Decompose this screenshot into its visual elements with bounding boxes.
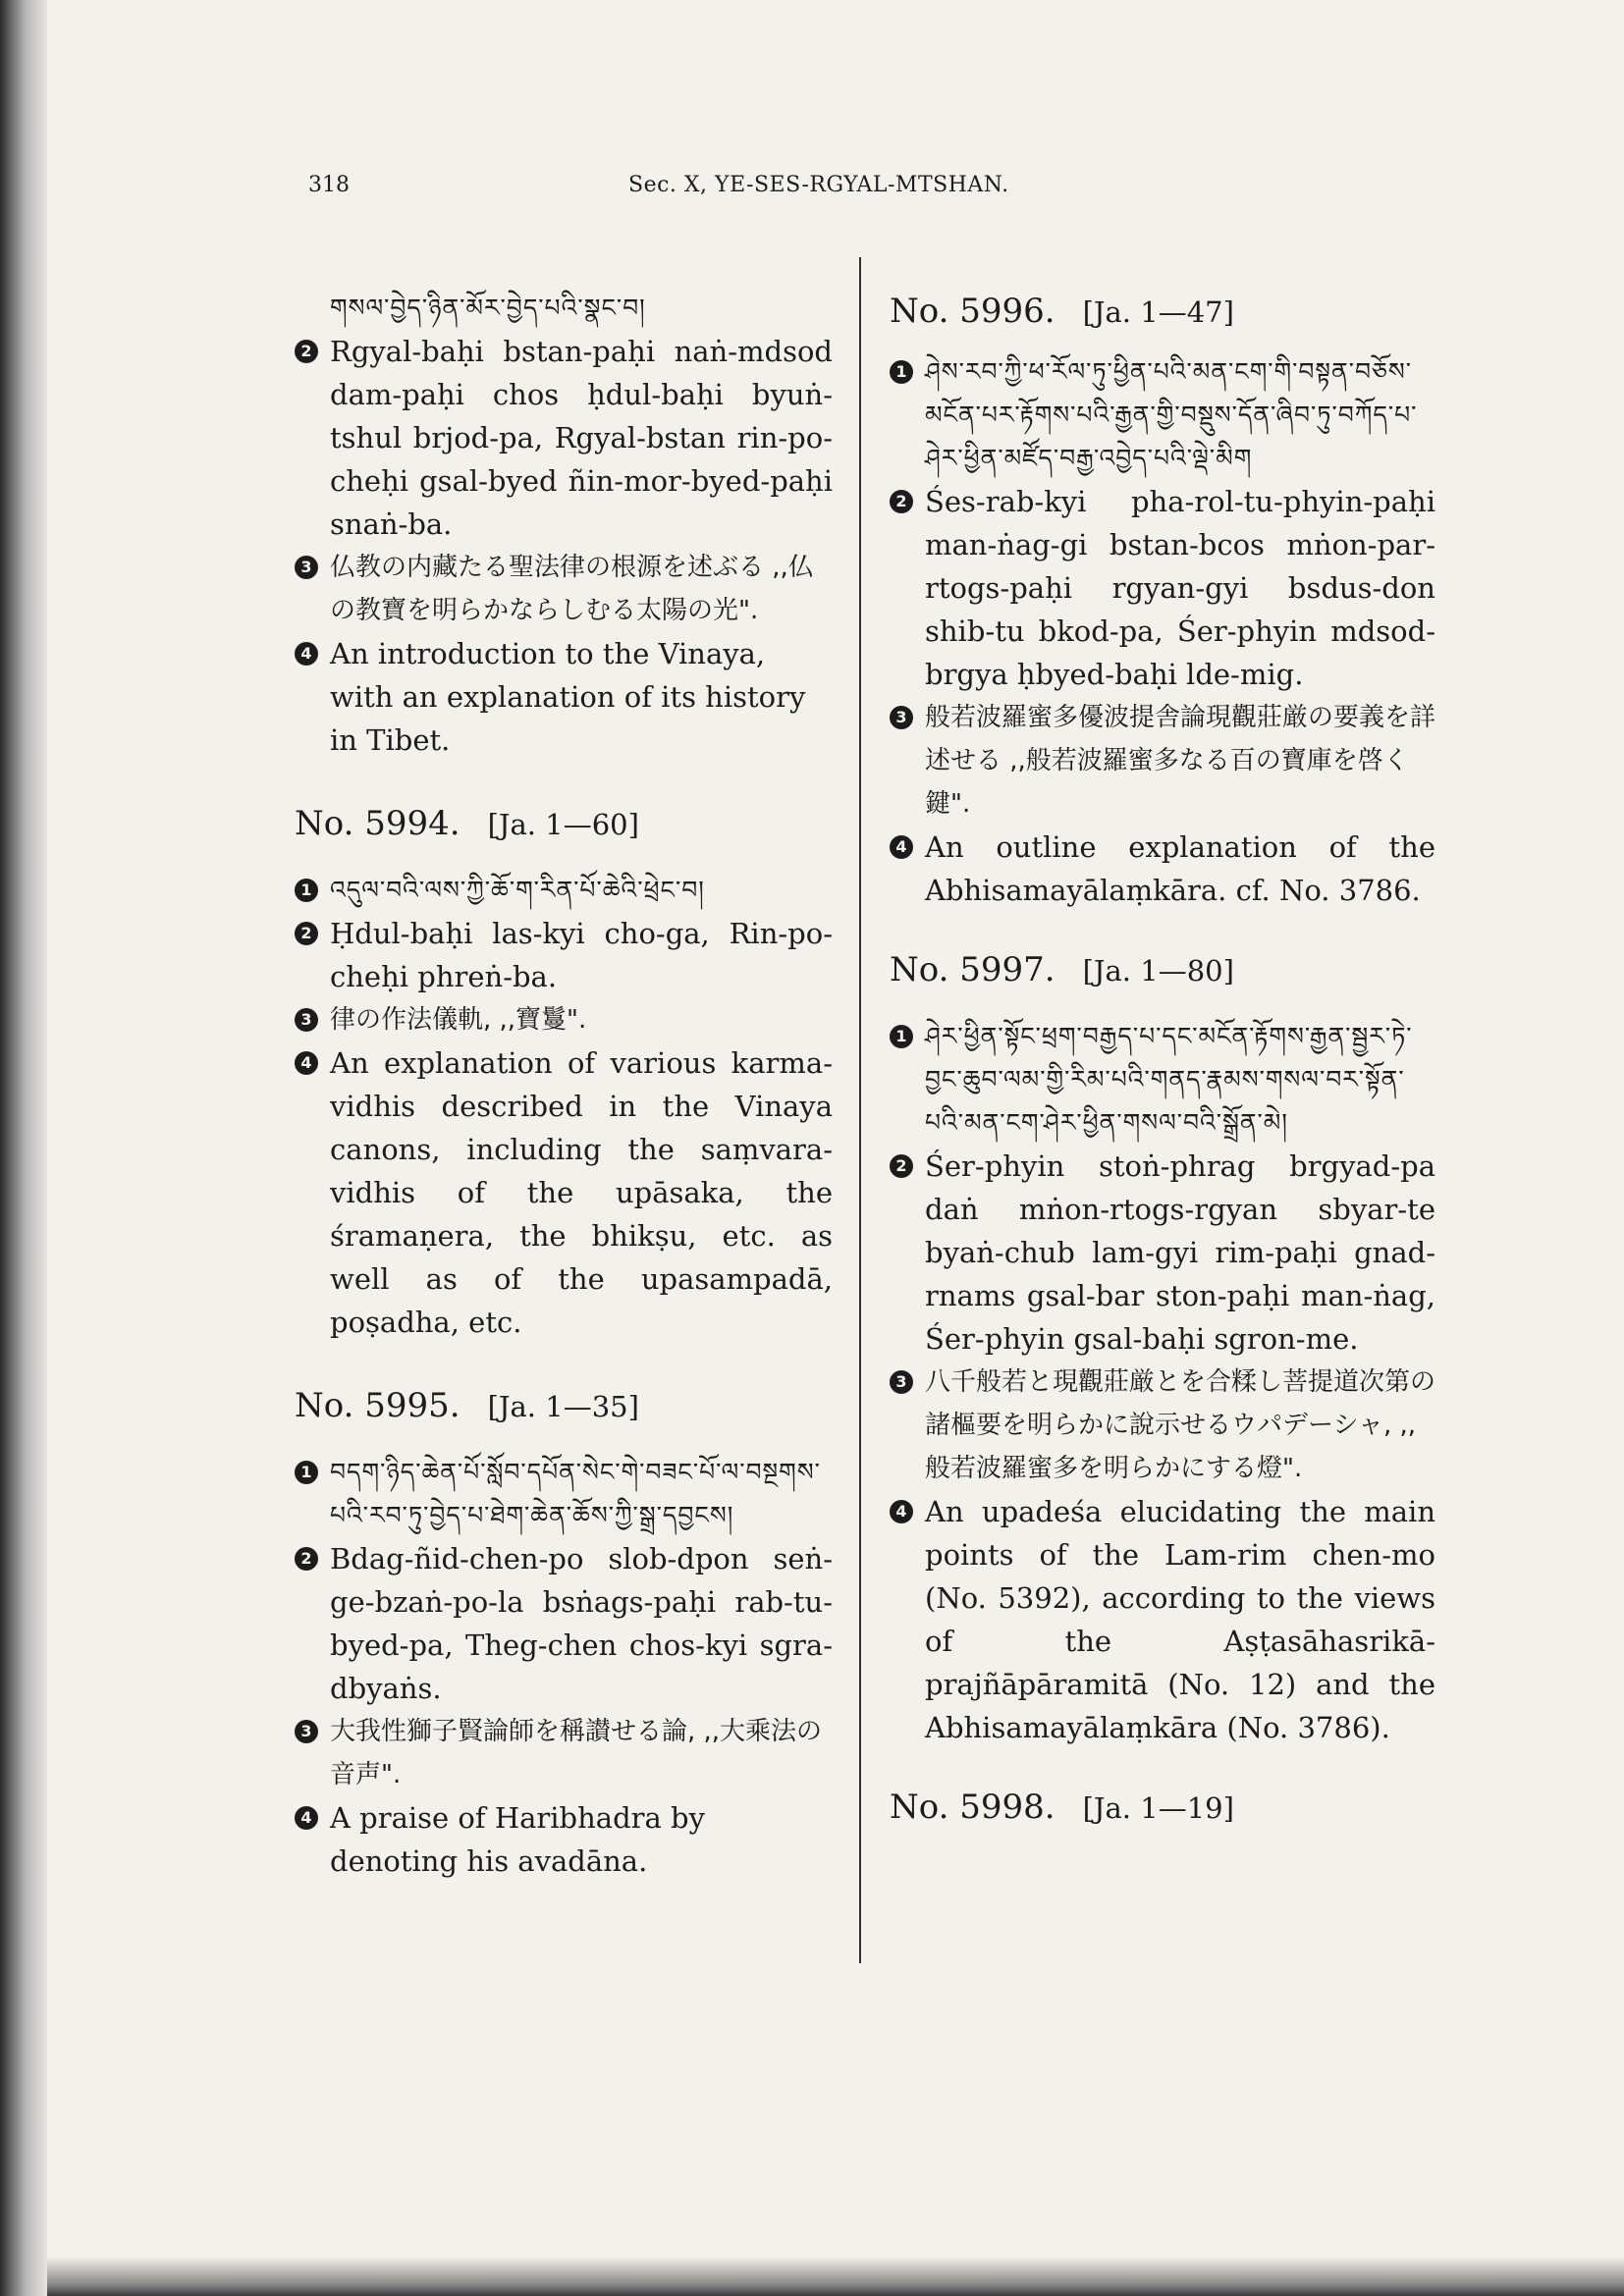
tibetan-title: བདག་ཉིད་ཆེན་པོ་སློབ་དཔོན་སེང་གེ་བཟང་པོ་ལ་བསྔགས་པའི་རབ་ཏུ་བྱེད་པ་ཐེག་ཆེན་ཆོས་ཀྱི་སྒྲ་དབྱངས།	[330, 1458, 821, 1529]
list-item	[295, 869, 833, 912]
page-number: 318	[308, 173, 350, 197]
transliteration: Bdag-ñid-chen-po slob-dpon seṅ-ge-bzaṅ-po-la bsṅags-paḥi rab-tu-byed-pa, Theg-chen chos-kyi sgra-dbyaṅs.	[330, 1542, 833, 1705]
list-item	[295, 1451, 833, 1537]
list-item	[295, 998, 833, 1041]
marker-4: 4	[295, 1806, 318, 1830]
list-item	[295, 632, 833, 762]
list-item	[295, 546, 833, 632]
marker-2: 2	[890, 490, 913, 513]
book-binding-shadow	[0, 0, 47, 2296]
tibetan-continuation: གསལ་བྱེད་ཉིན་མོར་བྱེད་པའི་སྣང་བ།	[330, 294, 646, 322]
entry-reference: [Ja. 1—35]	[487, 1390, 639, 1423]
list-item	[295, 1041, 833, 1344]
list-item	[890, 480, 1435, 696]
japanese-title: 大我性獅子賢論師を稱讃せる論, ,,大乘法の音声".	[330, 1717, 823, 1789]
list-item	[295, 330, 833, 546]
list-item	[295, 1710, 833, 1796]
tibetan-title: འདུལ་བའི་ལས་ཀྱི་ཆོ་ག་རིན་པོ་ཆེའི་ཕྲེང་བ།	[330, 876, 705, 904]
entry-reference: [Ja. 1—47]	[1082, 295, 1234, 329]
tibetan-title: ཤེར་ཕྱིན་སྟོང་ཕྲག་བརྒྱད་པ་དང་མངོན་རྟོགས་རྒྱན་སྦྱར་ཏེ་བྱང་ཆུབ་ལམ་གྱི་རིམ་པའི་གནད་རྣམས་གསལ་བར་སྟོན་པའི་མན་ངག་ཤེར་ཕྱིན་གསལ་བའི་སྒྲོན་མེ།	[925, 1022, 1413, 1137]
entry-number: No. 5997.	[890, 950, 1056, 989]
list-item	[890, 696, 1435, 826]
transliteration: Śes-rab-kyi pha-rol-tu-phyin-paḥi man-ṅag-gi bstan-bcos mṅon-par-rtogs-paḥi rgyan-gyi bsdus-don shib-tu bkod-pa, Śer-phyin mdsod-brgya ḥbyed-baḥi lde-mig.	[925, 485, 1435, 691]
entry-reference: [Ja. 1—19]	[1082, 1791, 1234, 1825]
marker-4: 4	[890, 835, 913, 859]
right-column	[890, 287, 1435, 1833]
list-item	[890, 1361, 1435, 1490]
list-item	[890, 1015, 1435, 1145]
english-description: An upadeśa elucidating the main points of the Lam-rim chen-mo (No. 5392), according to the views of the Aṣṭasāhasrikā-prajñāpāramitā (No. 12) and the Abhisamayālaṃkāra (No. 3786).	[925, 1495, 1435, 1744]
marker-3: 3	[890, 1370, 913, 1394]
marker-2: 2	[295, 922, 318, 945]
japanese-title: 八千般若と現觀莊厳とを合糅し菩提道次第の諸樞要を明らかに說示せるウパデーシャ, ,,般若波羅蜜多を明らかにする燈".	[925, 1367, 1436, 1483]
entry-heading	[890, 1783, 1435, 1833]
entry-heading	[890, 287, 1435, 337]
running-title: Sec. X, YE-SES-RGYAL-MTSHAN.	[628, 173, 1009, 197]
japanese-title: 律の作法儀軌, ,,寶鬘".	[330, 1005, 587, 1035]
marker-3: 3	[295, 1008, 318, 1032]
list-item	[890, 1145, 1435, 1361]
english-description: An outline explanation of the Abhisamayālaṃkāra. cf. No. 3786.	[925, 830, 1435, 907]
page-header	[0, 173, 1624, 202]
marker-4: 4	[890, 1500, 913, 1523]
list-item	[295, 1537, 833, 1710]
entry-heading	[890, 945, 1435, 995]
english-description: A praise of Haribhadra by denoting his avadāna.	[330, 1801, 705, 1878]
entry-reference: [Ja. 1—80]	[1082, 954, 1234, 988]
transliteration: Rgyal-baḥi bstan-paḥi naṅ-mdsod dam-paḥi chos ḥdul-baḥi byuṅ-tshul brjod-pa, Rgyal-bstan rin-po-cheḥi gsal-byed ñin-mor-byed-paḥi snaṅ-ba.	[330, 335, 833, 541]
marker-3: 3	[890, 706, 913, 729]
list-item	[890, 826, 1435, 912]
marker-1: 1	[890, 360, 913, 384]
list-item	[295, 912, 833, 998]
list-item	[890, 350, 1435, 480]
marker-4: 4	[295, 642, 318, 666]
entry-heading	[295, 1381, 833, 1431]
entry-heading	[295, 799, 833, 849]
transliteration: Ḥdul-baḥi las-kyi cho-ga, Rin-po-cheḥi phreṅ-ba.	[330, 917, 833, 993]
entry-number: No. 5998.	[890, 1788, 1056, 1827]
marker-3: 3	[295, 556, 318, 579]
entry-number: No. 5994.	[295, 804, 460, 843]
english-description: An introduction to the Vinaya, with an explanation of its history in Tibet.	[330, 637, 806, 757]
entry-reference: [Ja. 1—60]	[487, 808, 639, 841]
tibetan-title: ཤེས་རབ་ཀྱི་ཕ་རོལ་ཏུ་ཕྱིན་པའི་མན་ངག་གི་བསྟན་བཅོས་མངོན་པར་རྟོགས་པའི་རྒྱན་གྱི་བསྡུས་དོན་ཞིབ་ཏུ་བཀོད་པ་ཤེར་ཕྱིན་མཛོད་བརྒྱ་འབྱེད་པའི་ལྡེ་མིག	[925, 357, 1418, 472]
marker-1: 1	[890, 1025, 913, 1048]
japanese-title: 般若波羅蜜多優波提舎論現觀莊厳の要義を詳述せる ,,般若波羅蜜多なる百の寶庫を啓く鍵".	[925, 703, 1436, 819]
marker-1: 1	[295, 1461, 318, 1484]
transliteration: Śer-phyin stoṅ-phrag brgyad-pa daṅ mṅon-rtogs-rgyan sbyar-te byaṅ-chub lam-gyi rim-paḥi gnad-rnams gsal-bar ston-paḥi man-ṅag, Śer-phyin gsal-baḥi sgron-me.	[925, 1149, 1435, 1356]
marker-3: 3	[295, 1720, 318, 1743]
entry-number: No. 5995.	[295, 1386, 460, 1425]
marker-4: 4	[295, 1051, 318, 1075]
marker-1: 1	[295, 879, 318, 902]
left-column	[295, 287, 833, 1883]
marker-2: 2	[890, 1154, 913, 1178]
marker-2: 2	[295, 340, 318, 363]
marker-2: 2	[295, 1547, 318, 1571]
japanese-title: 仏教の内藏たる聖法律の根源を述ぶる ,,仏の教寶を明らかならしむる太陽の光".	[330, 553, 814, 625]
page-bottom-edge	[47, 2257, 1624, 2296]
entry-number: No. 5996.	[890, 292, 1056, 331]
english-description: An explanation of various karma-vidhis described in the Vinaya canons, including the saṃvara-vidhis of the upāsaka, the śramaṇera, the bhikṣu, etc. as well as of the upasampadā, poṣadha, etc.	[330, 1046, 833, 1339]
list-item	[295, 1796, 833, 1883]
list-item	[890, 1490, 1435, 1749]
column-divider	[859, 257, 861, 1963]
